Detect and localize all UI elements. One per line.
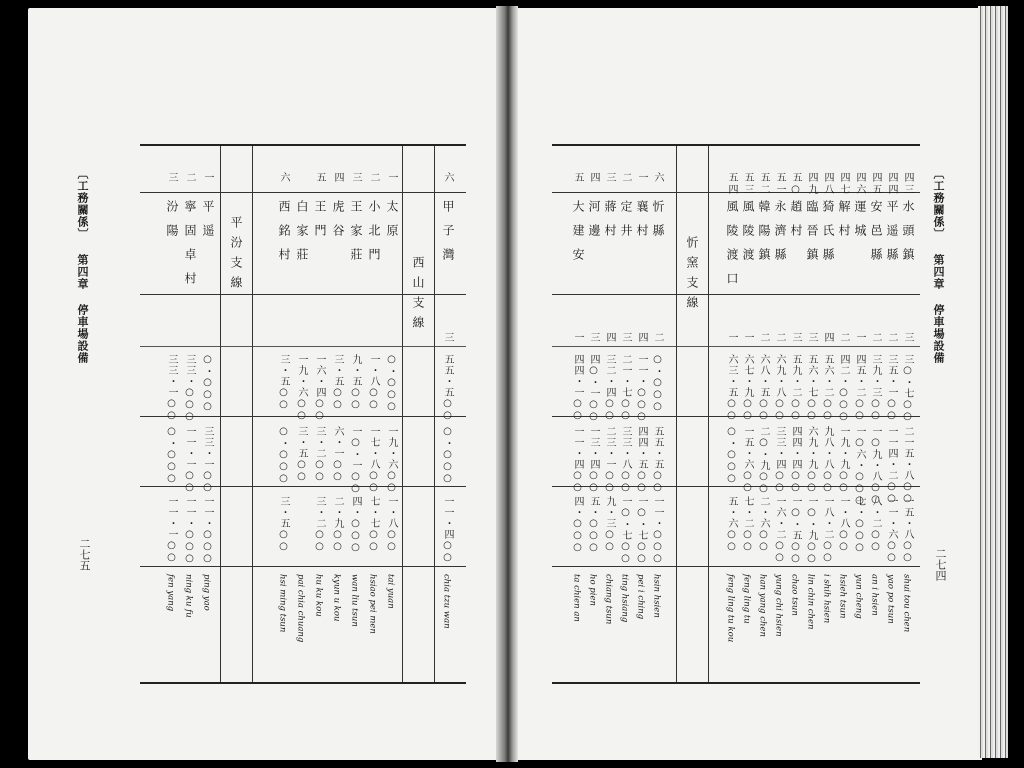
right-row-n1-cell: 三 [902, 332, 913, 343]
left-row-n3-cell: 一七・八○○ [368, 426, 379, 494]
right-row-name-cell: 運城 [853, 200, 867, 248]
right-row-rom-cell: ho pien [587, 574, 598, 606]
left-row-idx-cell: 一 [386, 172, 397, 184]
right-row-name-cell: 風陵渡 [741, 200, 755, 272]
right-row-n4-cell: 一・八○○ [838, 496, 849, 553]
left-row-rom-cell: fen yang [165, 574, 176, 612]
right-row-idx-cell: 五三 [742, 172, 753, 196]
left-row-rom-cell: tai yuan [385, 574, 396, 609]
right-row-rom-cell: feng ling tu [741, 574, 752, 624]
right-row-n4-cell: 五・六○○ [726, 496, 737, 553]
right-row-rom-cell: yun cheng [853, 574, 864, 619]
right-row-n2-cell: 三二・四○○ [604, 354, 615, 422]
right-row-name-cell: 趙村 [789, 200, 803, 248]
right-row-n2-cell: 三九・三○○ [870, 354, 881, 422]
right-row-n1-cell: 三 [806, 332, 817, 343]
right-row-n1-cell: 一 [854, 332, 865, 343]
left-row-rom-cell: chia tzu wan [441, 574, 452, 629]
right-row-rom-cell: shui tou chen [901, 574, 912, 633]
right-row-n1-cell: 二 [870, 332, 881, 343]
left-row-rom-cell: pai chia chuang [295, 574, 306, 643]
right-row-n4-cell: 一八・二○○ [822, 496, 833, 564]
left-row-n2-cell: 三三・○○○ [184, 354, 195, 423]
left-row-n3-cell: 三三・一○○ [202, 426, 213, 494]
left-row-n3-cell: 一九・六○○ [386, 426, 397, 494]
right-row-n3-cell: 四四・四○○ [790, 426, 801, 494]
left-row-rom-cell: kyun u kou [331, 574, 342, 622]
left-row-n4-cell: 三・五○○ [278, 496, 289, 553]
left-row-n4-cell: 二・九○○ [332, 496, 343, 553]
right-row-n4-cell: 一○・七○○ [636, 496, 647, 565]
right-row-n3-cell: 三三・八○○ [620, 426, 631, 494]
left-row-name-cell: 西銘村 [277, 200, 291, 272]
right-row-idx-cell: 四五 [870, 172, 881, 196]
left-row-n4-cell: 三・二○○ [314, 496, 325, 553]
right-row-n2-cell: 四五・二○○ [854, 354, 865, 422]
right-row-n3-cell: 九八・八○○ [822, 426, 833, 494]
left-row-rom-cell: ning ku fu [183, 574, 194, 618]
right-row-idx-cell: 四七 [838, 172, 849, 196]
left-row-name-cell: 小北門 [367, 200, 381, 272]
right-row-n2-cell: 五六・七○○ [806, 354, 817, 422]
right-row-n2-cell: 一一・○○○ [636, 354, 647, 423]
right-table [552, 144, 920, 684]
right-row-n1-cell: 三 [620, 332, 631, 343]
right-row-rom-cell: chiang tsun [603, 574, 614, 625]
book-gutter [496, 6, 518, 762]
left-row-n3-cell: 一○・一○○ [350, 426, 361, 495]
left-row-idx-cell: 三 [166, 172, 177, 184]
left-page-header: 〔工務關係〕 第四章 停車場設備 [76, 168, 89, 364]
right-row-rom-cell: i shih hsien [821, 574, 832, 624]
left-row-n3-cell: ○・○○○ [166, 426, 177, 485]
right-row-n2-cell: 三○・七○○ [902, 354, 913, 423]
right-row-idx-cell: 三 [604, 172, 615, 184]
left-row-n2-cell: ○・○○○ [202, 354, 213, 413]
right-row-name-cell: 大建安 [571, 200, 585, 272]
right-row-n3-cell: ○・○○○ [726, 426, 737, 485]
left-row-n2-cell: 三・五○○ [278, 354, 289, 411]
left-row-name-cell: 甲子灣 [441, 200, 455, 272]
right-row-idx-cell: 四 [588, 172, 599, 184]
left-row-n2-cell: 一・八○○ [368, 354, 379, 411]
right-row-n3-cell: 一三・四○○ [588, 426, 599, 494]
right-row-n1-cell: 二 [886, 332, 897, 343]
left-row-n2-cell: 三三・一○○ [166, 354, 177, 422]
left-row-idx-cell: 二 [368, 172, 379, 184]
right-row-idx-cell: 五四 [726, 172, 737, 196]
right-row-n1-cell: 三 [790, 332, 801, 343]
right-row-idx-cell: 一 [636, 172, 647, 184]
right-row-rom-cell: feng ling tu kou [725, 574, 736, 643]
left-row-n4-cell: 一一・○○○ [202, 496, 213, 565]
right-row-n2-cell: ○・○○○ [652, 354, 663, 413]
right-row-name-cell: 平遥縣 [885, 200, 899, 272]
left-row-n3-cell: 三・二○○ [314, 426, 325, 483]
right-row-n4-cell: 一五・八○○ [902, 496, 913, 564]
right-row-rom-cell: hsin hsien [651, 574, 662, 618]
right-row-name-cell: 忻縣 [651, 200, 665, 248]
right-row-n4-cell: 八・二○○ [870, 496, 881, 553]
right-row-n1-cell: 四 [604, 332, 615, 343]
left-row-name-cell: 太原 [385, 200, 399, 248]
right-row-name-cell: 水頭鎮 [901, 200, 915, 272]
section-xinyao-branch: 忻窯支線 [685, 236, 699, 316]
right-row-n4-cell: 二・六○○ [758, 496, 769, 553]
left-row-n3-cell: 一一・一○○ [184, 426, 195, 494]
left-row-n3-cell: 三・五○○ [296, 426, 307, 483]
left-row-n4-cell: 一・八○○ [386, 496, 397, 553]
left-row-rom-cell: hu ku kou [313, 574, 324, 617]
right-row-n3-cell: 一○六・○○○ [854, 426, 865, 507]
right-row-n4-cell: 一一・○○○ [652, 496, 663, 565]
left-page [28, 8, 504, 760]
left-row-idx-cell: 三 [350, 172, 361, 184]
right-row-rom-cell: lin chin chen [805, 574, 816, 630]
right-row-rom-cell: yung chi hsien [773, 574, 784, 637]
section-xishan-branch: 西山支線 [411, 256, 425, 336]
left-row-idx-cell: 二 [184, 172, 195, 184]
right-row-name-cell: 風陵渡口 [725, 200, 739, 296]
right-row-n4-cell: 四・○○○ [572, 496, 583, 554]
right-row-n4-cell: 一○・七○○ [620, 496, 631, 565]
right-row-n3-cell: 二○・九○○ [758, 426, 769, 495]
right-row-n3-cell: 六九・九○○ [806, 426, 817, 494]
right-row-n3-cell: 一九・九○○ [838, 426, 849, 494]
right-row-n2-cell: 三五・一○○ [886, 354, 897, 422]
right-row-name-cell: 韓陽鎮 [757, 200, 771, 272]
right-row-n4-cell: 一一・六○○ [886, 496, 897, 564]
right-row-n4-cell: 一六・二○○ [774, 496, 785, 564]
left-table [140, 144, 466, 684]
right-row-rom-cell: pei i ching [635, 574, 646, 620]
left-row-name-cell: 汾陽 [165, 200, 179, 248]
right-row-name-cell: 襄村 [635, 200, 649, 248]
right-row-n3-cell: 一一・四○○ [572, 426, 583, 494]
page-edges [978, 6, 1008, 758]
right-row-idx-cell: 四九 [806, 172, 817, 196]
right-row-n4-cell: 一○・九○○ [806, 496, 817, 565]
left-row-idx-cell: 五 [314, 172, 325, 184]
right-row-n2-cell: 二一・七○○ [620, 354, 631, 422]
right-row-n3-cell: 四四・五○○ [636, 426, 647, 494]
left-row-n3-cell: ○・○○○ [442, 426, 453, 485]
left-row-idx-cell: 一 [202, 172, 213, 184]
left-row-idx-cell: 六 [442, 172, 453, 184]
right-row-name-cell: 永濟縣 [773, 200, 787, 272]
left-row-rom-cell: wan liu tsun [349, 574, 360, 627]
right-row-n1-cell: 三 [588, 332, 599, 343]
right-row-n1-cell: 二 [652, 332, 663, 343]
right-row-n4-cell: 九・三○○ [604, 496, 615, 553]
left-row-rom-cell: ping yao [201, 574, 212, 611]
right-row-n2-cell: 四二・○○○ [838, 354, 849, 423]
right-row-n2-cell: 六九・八○○ [774, 354, 785, 422]
right-row-n3-cell: 五五・五○○ [652, 426, 663, 494]
right-row-n4-cell: 七・二○○ [742, 496, 753, 553]
right-row-n2-cell: 六七・九○○ [742, 354, 753, 422]
right-row-n2-cell: 六八・五○○ [758, 354, 769, 422]
right-row-n3-cell: 二三・一○○ [604, 426, 615, 494]
left-row-name-cell: 寧固卓村 [183, 200, 197, 296]
right-page-number: 二七四 [934, 548, 947, 581]
right-row-rom-cell: an i hsien [869, 574, 880, 616]
left-row-n1-cell: 三 [442, 332, 453, 343]
right-row-idx-cell: 五 [572, 172, 583, 184]
right-row-n1-cell: 一 [742, 332, 753, 343]
right-row-name-cell: 安邑縣 [869, 200, 883, 272]
right-row-idx-cell: 五一 [774, 172, 785, 196]
right-row-idx-cell: 五二 [758, 172, 769, 196]
left-row-rom-cell: hsi ming tsun [277, 574, 288, 633]
right-row-n3-cell: 三三・四○○ [774, 426, 785, 494]
right-row-n4-cell: 五・○○○ [588, 496, 599, 554]
right-row-n3-cell: 一○九・八○○ [870, 426, 881, 506]
right-row-rom-cell: hsieh tsun [837, 574, 848, 619]
left-row-n4-cell: 一一・一○○ [166, 496, 177, 564]
right-row-idx-cell: 四四 [886, 172, 897, 196]
right-row-name-cell: 臨晉鎮 [805, 200, 819, 272]
right-row-name-cell: 解村 [837, 200, 851, 248]
left-row-idx-cell: 四 [332, 172, 343, 184]
right-row-n1-cell: 四 [636, 332, 647, 343]
left-row-name-cell: 白家莊 [295, 200, 309, 272]
right-row-n4-cell: 一○・五○○ [790, 496, 801, 565]
right-row-n1-cell: 二 [774, 332, 785, 343]
right-row-n4-cell: 七・○○○ [854, 496, 865, 554]
left-row-name-cell: 王家莊 [349, 200, 363, 272]
right-row-n1-cell: 一 [572, 332, 583, 343]
right-row-rom-cell: han yang chen [757, 574, 768, 637]
left-row-rom-cell: hsiao pei men [367, 574, 378, 634]
right-row-rom-cell: chao tsun [789, 574, 800, 616]
right-row-n2-cell: 五九・二○○ [790, 354, 801, 422]
right-page-header: 〔工務關係〕 第四章 停車場設備 [932, 168, 945, 364]
right-row-name-cell: 定井 [619, 200, 633, 248]
right-row-n1-cell: 一 [726, 332, 737, 343]
left-row-n2-cell: 一九・六○○ [296, 354, 307, 422]
right-page [512, 8, 982, 760]
right-row-n2-cell: 六三・五○○ [726, 354, 737, 422]
left-row-n4-cell: 一一・○○○ [184, 496, 195, 565]
section-pingfen-branch: 平汾支線 [229, 216, 243, 296]
right-row-idx-cell: 四八 [822, 172, 833, 196]
right-row-n2-cell: 四四・一○○ [572, 354, 583, 422]
left-row-n4-cell: 四・○○○ [350, 496, 361, 554]
right-row-idx-cell: 二 [620, 172, 631, 184]
left-row-n2-cell: ○・○○○ [386, 354, 397, 413]
right-row-name-cell: 猗氏縣 [821, 200, 835, 272]
left-row-n2-cell: 九・五○○ [350, 354, 361, 411]
left-row-n3-cell: ○・○○○ [278, 426, 289, 485]
right-row-idx-cell: 六 [652, 172, 663, 184]
left-row-n4-cell: 七・七○○ [368, 496, 379, 553]
right-row-name-cell: 河邊 [587, 200, 601, 248]
right-row-name-cell: 蔣村 [603, 200, 617, 248]
right-row-n2-cell: 五六・二○○ [822, 354, 833, 422]
left-row-n3-cell: 六・一○○ [332, 426, 343, 483]
left-row-n2-cell: 三・五○○ [332, 354, 343, 411]
left-row-name-cell: 平遥 [201, 200, 215, 248]
right-row-rom-cell: ta chien an [571, 574, 582, 622]
right-row-n3-cell: 一五・六○○ [742, 426, 753, 494]
left-page-number: 二七五 [78, 538, 91, 571]
right-row-rom-cell: yao po tsun [885, 574, 896, 624]
left-row-name-cell: 虎谷 [331, 200, 345, 248]
right-row-n1-cell: 二 [838, 332, 849, 343]
left-row-name-cell: 王門 [313, 200, 327, 248]
left-row-n4-cell: 一一・四○○ [442, 496, 453, 564]
right-row-n1-cell: 二 [758, 332, 769, 343]
right-row-n2-cell: 四○・一○○ [588, 354, 599, 423]
right-row-rom-cell: ting hsiang [619, 574, 630, 623]
right-row-n1-cell: 四 [822, 332, 833, 343]
right-row-n3-cell: 二一五・八○○ [902, 426, 913, 505]
left-row-n2-cell: 一六・四○○ [314, 354, 325, 422]
right-row-idx-cell: 四六 [854, 172, 865, 196]
left-row-n2-cell: 五五・五○○ [442, 354, 453, 422]
right-row-n3-cell: 一一四・二○○ [886, 426, 897, 505]
left-row-idx-cell: 六 [278, 172, 289, 184]
right-row-idx-cell: 四三 [902, 172, 913, 196]
right-row-idx-cell: 五○ [790, 172, 801, 197]
